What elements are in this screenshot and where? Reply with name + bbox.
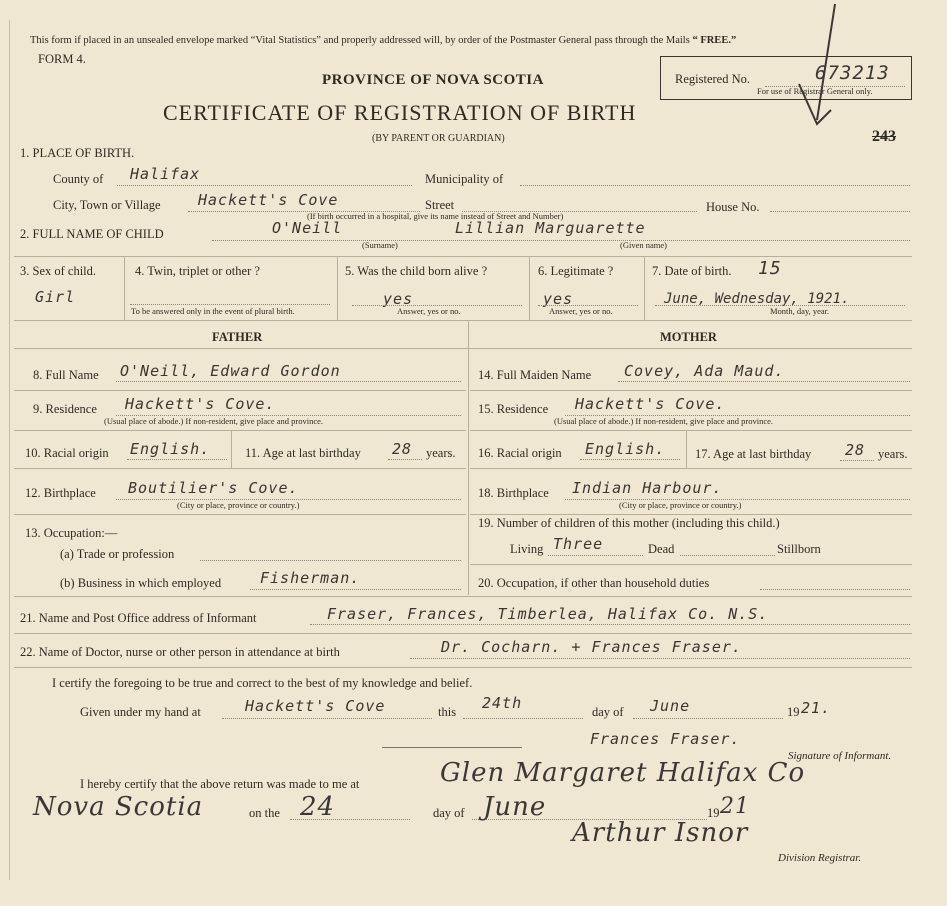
check-mark [795, 0, 845, 150]
living-label: Living [510, 542, 544, 556]
occupation-label: 13. Occupation:— [25, 526, 118, 540]
dead-label: Dead [648, 542, 675, 556]
stillborn-label: Stillborn [777, 542, 821, 556]
father-birthplace-note: (City or place, province or country.) [177, 500, 300, 510]
alive-note: Answer, yes or no. [397, 306, 461, 316]
mother-residence: Hackett's Cove. [575, 395, 726, 413]
informant-value: Fraser, Frances, Timberlea, Halifax Co. N.S. [327, 605, 769, 623]
return-month: June [483, 792, 547, 822]
twin-label: 4. Twin, triplet or other ? [135, 264, 260, 278]
given-year-prefix: 19 [787, 705, 800, 719]
return-day: 24 [300, 792, 336, 822]
mother-birthplace-note: (City or place, province or country.) [619, 500, 742, 510]
given-month: June [650, 697, 691, 715]
dob-value: June, Wednesday, 1921. [664, 291, 850, 307]
given-label: Given under my hand at [80, 705, 201, 719]
mother-occupation-label: 20. Occupation, if other than household duties [478, 576, 710, 590]
legitimate-label: 6. Legitimate ? [538, 264, 614, 278]
certify-text: I certify the foregoing to be true and correct to the best of my knowledge and belief. [52, 676, 473, 690]
father-residence-note: (Usual place of abode.) If non-resident, give place and province. [104, 416, 324, 426]
trade-label: (a) Trade or profession [60, 547, 175, 561]
father-birthplace-label: 12. Birthplace [25, 486, 96, 500]
attendant-value: Dr. Cocharn. + Frances Fraser. [441, 638, 742, 656]
father-business: Fisherman. [260, 569, 361, 587]
day-of-label-2: day of [433, 806, 465, 820]
registrar-signature: Arthur Isnor [572, 818, 749, 848]
father-birthplace: Boutilier's Cove. [128, 479, 299, 497]
street-note: (If birth occurred in a hospital, give its name instead of Street and Number) [307, 211, 564, 221]
informant-signature-caption: Signature of Informant. [788, 750, 892, 762]
mother-race-label: 16. Racial origin [478, 446, 562, 460]
legitimate-value: yes [543, 290, 574, 308]
given-day: 24th [482, 694, 523, 712]
registrar-note: For use of Registrar General only. [757, 86, 873, 96]
child-name-label: 2. FULL NAME OF CHILD [20, 227, 164, 241]
dob-label: 7. Date of birth. [652, 264, 732, 278]
postal-notice: This form if placed in an unsealed envelope marked “Vital Statistics” and properly addressed will, by order of the Postmaster General pass through the Mails “ FREE.” [30, 35, 737, 46]
registered-number: 673213 [815, 62, 890, 84]
mother-birthplace: Indian Harbour. [572, 479, 723, 497]
mother-age: 28 [845, 441, 866, 459]
return-year-prefix: 19 [707, 806, 720, 820]
father-years-label: years. [426, 446, 456, 460]
page-subtitle: (BY PARENT OR GUARDIAN) [372, 133, 505, 144]
on-the-label: on the [249, 806, 280, 820]
child-surname: O'Neill [272, 219, 343, 237]
sex-label: 3. Sex of child. [20, 264, 97, 278]
street-label: Street [425, 198, 455, 212]
dob-note: Month, day, year. [770, 306, 830, 316]
father-heading: FATHER [212, 330, 263, 344]
father-residence: Hackett's Cove. [125, 395, 276, 413]
informant-signature: Frances Fraser. [590, 730, 741, 748]
mother-age-label: 17. Age at last birthday [695, 447, 812, 461]
alive-value: yes [383, 290, 414, 308]
father-name-label: 8. Full Name [33, 368, 99, 382]
attendant-label: 22. Name of Doctor, nurse or other person in attendance at birth [20, 645, 340, 659]
given-place: Hackett's Cove [245, 697, 386, 715]
side-number: 243 [872, 128, 896, 145]
twin-note: To be answered only in the event of plural birth. [131, 306, 295, 316]
business-label: (b) Business in which employed [60, 576, 222, 590]
left-margin-rule [9, 20, 10, 880]
dob-day: 15 [758, 258, 782, 279]
informant-label: 21. Name and Post Office address of Informant [20, 611, 257, 625]
father-residence-label: 9. Residence [33, 402, 97, 416]
house-number-label: House No. [706, 200, 760, 214]
surname-caption: (Surname) [362, 240, 398, 250]
day-of-label: day of [592, 705, 624, 719]
father-age-label: 11. Age at last birthday [245, 446, 361, 460]
county-value: Halifax [130, 165, 201, 183]
mother-race: English. [585, 440, 666, 458]
mother-years-label: years. [878, 447, 908, 461]
form-number: FORM 4. [38, 52, 86, 66]
place-of-birth-label: 1. PLACE OF BIRTH. [20, 146, 135, 160]
living-count: Three [553, 535, 604, 553]
city-label: City, Town or Village [53, 198, 161, 212]
registered-label: Registered No. [675, 72, 750, 86]
alive-label: 5. Was the child born alive ? [345, 264, 488, 278]
province-heading: PROVINCE OF NOVA SCOTIA [322, 72, 544, 88]
father-name: O'Neill, Edward Gordon [120, 362, 341, 380]
given-year: 21. [801, 699, 832, 717]
sex-value: Girl [35, 288, 76, 306]
mother-residence-label: 15. Residence [478, 402, 549, 416]
children-count-label: 19. Number of children of this mother (including this child.) [478, 516, 780, 530]
page-title: CERTIFICATE OF REGISTRATION OF BIRTH [163, 100, 637, 125]
mother-name: Covey, Ada Maud. [624, 362, 785, 380]
municipality-label: Municipality of [425, 172, 504, 186]
return-text: I hereby certify that the above return was made to me at [80, 777, 360, 791]
given-name-caption: (Given name) [620, 240, 667, 250]
legitimate-note: Answer, yes or no. [549, 306, 613, 316]
child-given-name: Lillian Marguarette [455, 219, 646, 237]
return-year: 21 [720, 794, 750, 819]
county-label: County of [53, 172, 104, 186]
return-place: Glen Margaret Halifax Co [440, 758, 806, 788]
mother-residence-note: (Usual place of abode.) If non-resident, give place and province. [554, 416, 774, 426]
return-place-2: Nova Scotia [33, 792, 204, 822]
this-label: this [438, 705, 457, 719]
registrar-caption: Division Registrar. [778, 852, 862, 864]
mother-heading: MOTHER [660, 330, 717, 344]
father-race: English. [130, 440, 211, 458]
father-race-label: 10. Racial origin [25, 446, 109, 460]
mother-birthplace-label: 18. Birthplace [478, 486, 549, 500]
mother-name-label: 14. Full Maiden Name [478, 368, 592, 382]
father-age: 28 [392, 440, 413, 458]
city-value: Hackett's Cove [198, 191, 339, 209]
